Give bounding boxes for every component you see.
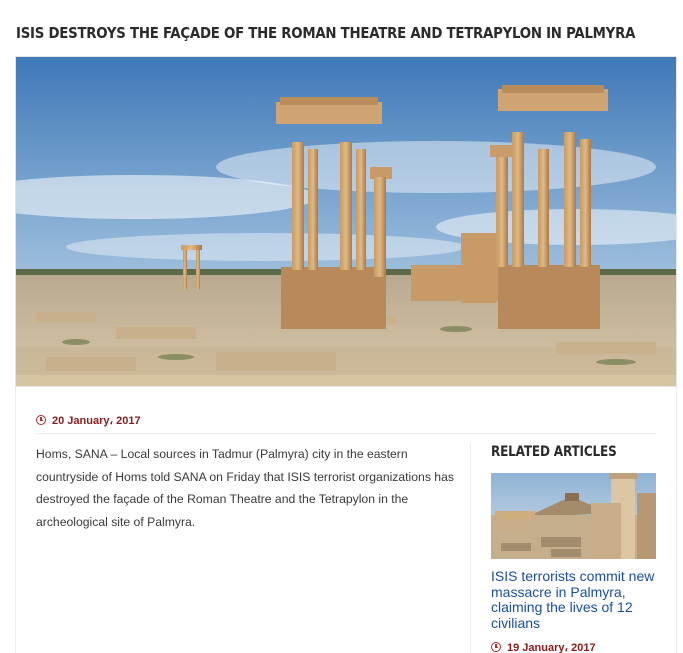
- related-article-date: 19 January، 2017: [507, 641, 596, 653]
- article-date: 20 January، 2017: [52, 414, 141, 427]
- clock-icon: [36, 415, 46, 425]
- related-article-thumbnail[interactable]: [491, 473, 656, 559]
- related-articles-heading: RELATED ARTICLES: [491, 444, 617, 460]
- article-title: ISIS DESTROYS THE FAÇADE OF THE ROMAN THEATRE AND TETRAPYLON IN PALMYRA: [16, 24, 636, 42]
- sidebar-divider: [470, 444, 471, 653]
- article-body: Homs, SANA – Local sources in Tadmur (Palmyra) city in the eastern countryside of Homs told SANA on Friday that ISIS terrorist organizations has destroyed the façade of the Roman Theatre and the Tetrapylon in the archeological site of Palmyra.: [36, 447, 454, 529]
- article-meta: [36, 412, 141, 428]
- meta-divider: [36, 433, 656, 434]
- related-article-title-link[interactable]: ISIS terrorists commit new massacre in Palmyra, claiming the lives of 12 civilians: [491, 568, 655, 631]
- clock-icon: [491, 642, 501, 652]
- hero-image: [15, 56, 677, 387]
- related-article-meta: [491, 640, 596, 653]
- palmyra-tetrapylon-photo: [16, 57, 677, 387]
- palmyra-ruins-thumbnail: [491, 473, 656, 559]
